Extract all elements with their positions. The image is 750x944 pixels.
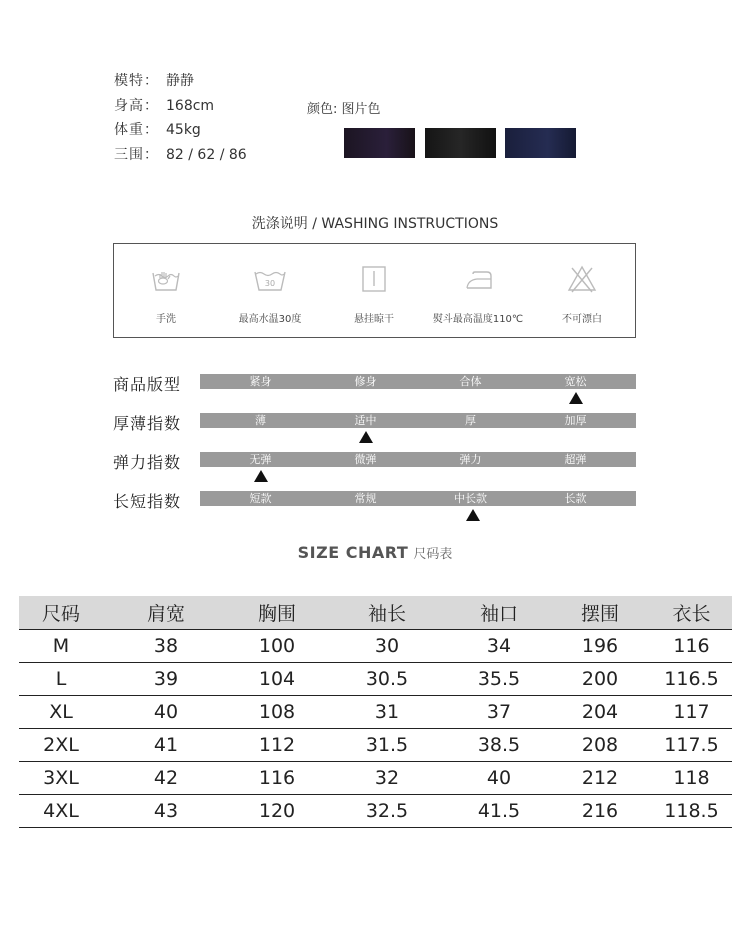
- model-height-value: 168cm: [166, 97, 215, 114]
- table-cell: 32: [325, 762, 449, 795]
- wash-caption-no-bleach: 不可漂白: [562, 314, 602, 325]
- table-cell: 38: [103, 630, 229, 663]
- table-cell: L: [19, 663, 103, 696]
- table-row: [19, 696, 732, 729]
- model-name-row: [114, 69, 247, 94]
- table-cell: 200: [549, 663, 651, 696]
- index-marker-fit: [569, 392, 583, 404]
- color-swatch-purple[interactable]: [344, 128, 415, 158]
- hand-wash-icon: [151, 264, 181, 294]
- table-cell: 117.5: [651, 729, 732, 762]
- index-option: 加厚: [564, 414, 587, 427]
- table-cell: 116: [229, 762, 325, 795]
- col-header-length: 衣长: [651, 596, 732, 630]
- table-cell: 30.5: [325, 663, 449, 696]
- model-info: [114, 69, 247, 167]
- table-cell: 40: [103, 696, 229, 729]
- table-cell: 3XL: [19, 762, 103, 795]
- washing-title: 洗涤说明 / WASHING INSTRUCTIONS: [251, 216, 499, 232]
- table-cell: 41: [103, 729, 229, 762]
- wash-item-no-bleach: [530, 244, 634, 337]
- index-bar-elasticity: [200, 452, 636, 467]
- col-header-bust: 胸围: [229, 596, 325, 630]
- table-cell: 112: [229, 729, 325, 762]
- wash-caption-iron: 熨斗最高温度110℃: [432, 314, 524, 325]
- index-option: 薄: [255, 414, 266, 427]
- table-cell: 116: [651, 630, 732, 663]
- col-header-size: 尺码: [19, 596, 103, 630]
- index-option: 短款: [249, 492, 272, 505]
- index-label-fit: 商品版型: [113, 375, 182, 394]
- table-cell: 2XL: [19, 729, 103, 762]
- wash-caption-30: 最高水温30度: [238, 314, 302, 325]
- model-weight-label: 体重：: [114, 122, 159, 138]
- index-option: 微弹: [354, 453, 377, 466]
- washing-box: [113, 243, 636, 338]
- index-label-elasticity: 弹力指数: [113, 453, 182, 472]
- table-cell: 38.5: [449, 729, 549, 762]
- table-cell: 208: [549, 729, 651, 762]
- model-weight-row: [114, 118, 247, 143]
- table-cell: 108: [229, 696, 325, 729]
- index-marker-thickness: [359, 431, 373, 443]
- table-cell: 31.5: [325, 729, 449, 762]
- color-label: 颜色: 图片色: [307, 102, 381, 117]
- model-name-label: 模特：: [114, 73, 159, 89]
- wash-item-hand-wash: [114, 244, 218, 337]
- table-cell: 41.5: [449, 795, 549, 828]
- index-option: 厚: [465, 414, 476, 427]
- table-cell: 104: [229, 663, 325, 696]
- iron-icon: [463, 264, 495, 294]
- index-marker-elasticity: [254, 470, 268, 482]
- index-label-thickness: 厚薄指数: [113, 414, 182, 433]
- size-chart-title: [0, 543, 750, 562]
- index-bar-fit: [200, 374, 636, 389]
- index-option: 无弹: [249, 453, 272, 466]
- index-label-length: 长短指数: [113, 492, 182, 511]
- hang-dry-icon: [359, 264, 389, 294]
- wash-item-hang-dry: [322, 244, 426, 337]
- index-bar-length: [200, 491, 636, 506]
- index-marker-length: [466, 509, 480, 521]
- table-cell: 37: [449, 696, 549, 729]
- wash-item-iron: [426, 244, 530, 337]
- index-option: 中长款: [454, 492, 487, 505]
- table-cell: 34: [449, 630, 549, 663]
- table-cell: 100: [229, 630, 325, 663]
- index-option: 宽松: [564, 375, 587, 388]
- model-measurements-label: 三围：: [114, 146, 159, 163]
- index-option: 合体: [459, 375, 482, 388]
- col-header-hem: 摆围: [549, 596, 651, 630]
- table-cell: 120: [229, 795, 325, 828]
- table-cell: M: [19, 630, 103, 663]
- table-cell: 4XL: [19, 795, 103, 828]
- table-cell: 212: [549, 762, 651, 795]
- model-measurements-row: [114, 143, 247, 168]
- table-cell: 204: [549, 696, 651, 729]
- model-measurements-value: 82 / 62 / 86: [166, 146, 247, 163]
- table-cell: 118.5: [651, 795, 732, 828]
- wash-30-icon: [253, 264, 287, 294]
- model-height-label: 身高：: [114, 97, 159, 114]
- table-cell: 117: [651, 696, 732, 729]
- size-table-header: [19, 596, 732, 630]
- table-cell: 42: [103, 762, 229, 795]
- no-bleach-icon: [567, 264, 597, 294]
- table-cell: 35.5: [449, 663, 549, 696]
- wash-temp-text: 30: [264, 279, 276, 288]
- table-cell: 43: [103, 795, 229, 828]
- model-weight-value: 45kg: [166, 122, 201, 138]
- wash-caption-hang-dry: 悬挂晾干: [354, 314, 394, 325]
- table-row: [19, 762, 732, 795]
- index-option: 超弹: [564, 453, 587, 466]
- table-cell: 118: [651, 762, 732, 795]
- table-cell: 40: [449, 762, 549, 795]
- index-option: 适中: [354, 414, 377, 427]
- size-chart-title-cn: 尺码表: [413, 547, 453, 562]
- table-row: [19, 795, 732, 828]
- table-cell: 32.5: [325, 795, 449, 828]
- wash-caption-hand-wash: 手洗: [156, 314, 176, 325]
- index-option: 弹力: [459, 453, 482, 466]
- table-cell: 196: [549, 630, 651, 663]
- table-row: [19, 729, 732, 762]
- size-table: [19, 596, 732, 828]
- col-header-cuff: 袖口: [449, 596, 549, 630]
- size-chart-title-en: SIZE CHART: [297, 543, 409, 562]
- table-cell: 39: [103, 663, 229, 696]
- index-option: 长款: [564, 492, 587, 505]
- model-height-row: [114, 94, 247, 119]
- col-header-sleeve-length: 袖长: [325, 596, 449, 630]
- table-cell: 30: [325, 630, 449, 663]
- col-header-shoulder: 肩宽: [103, 596, 229, 630]
- index-option: 修身: [354, 375, 377, 388]
- wash-item-30: [218, 244, 322, 337]
- index-option: 紧身: [249, 375, 272, 388]
- table-row: [19, 630, 732, 663]
- color-swatch-black[interactable]: [425, 128, 496, 158]
- table-cell: XL: [19, 696, 103, 729]
- index-option: 常规: [354, 492, 377, 505]
- model-name-value: 静静: [166, 73, 194, 89]
- table-cell: 216: [549, 795, 651, 828]
- table-cell: 31: [325, 696, 449, 729]
- table-cell: 116.5: [651, 663, 732, 696]
- color-swatch-navy[interactable]: [505, 128, 576, 158]
- table-row: [19, 663, 732, 696]
- index-bar-thickness: [200, 413, 636, 428]
